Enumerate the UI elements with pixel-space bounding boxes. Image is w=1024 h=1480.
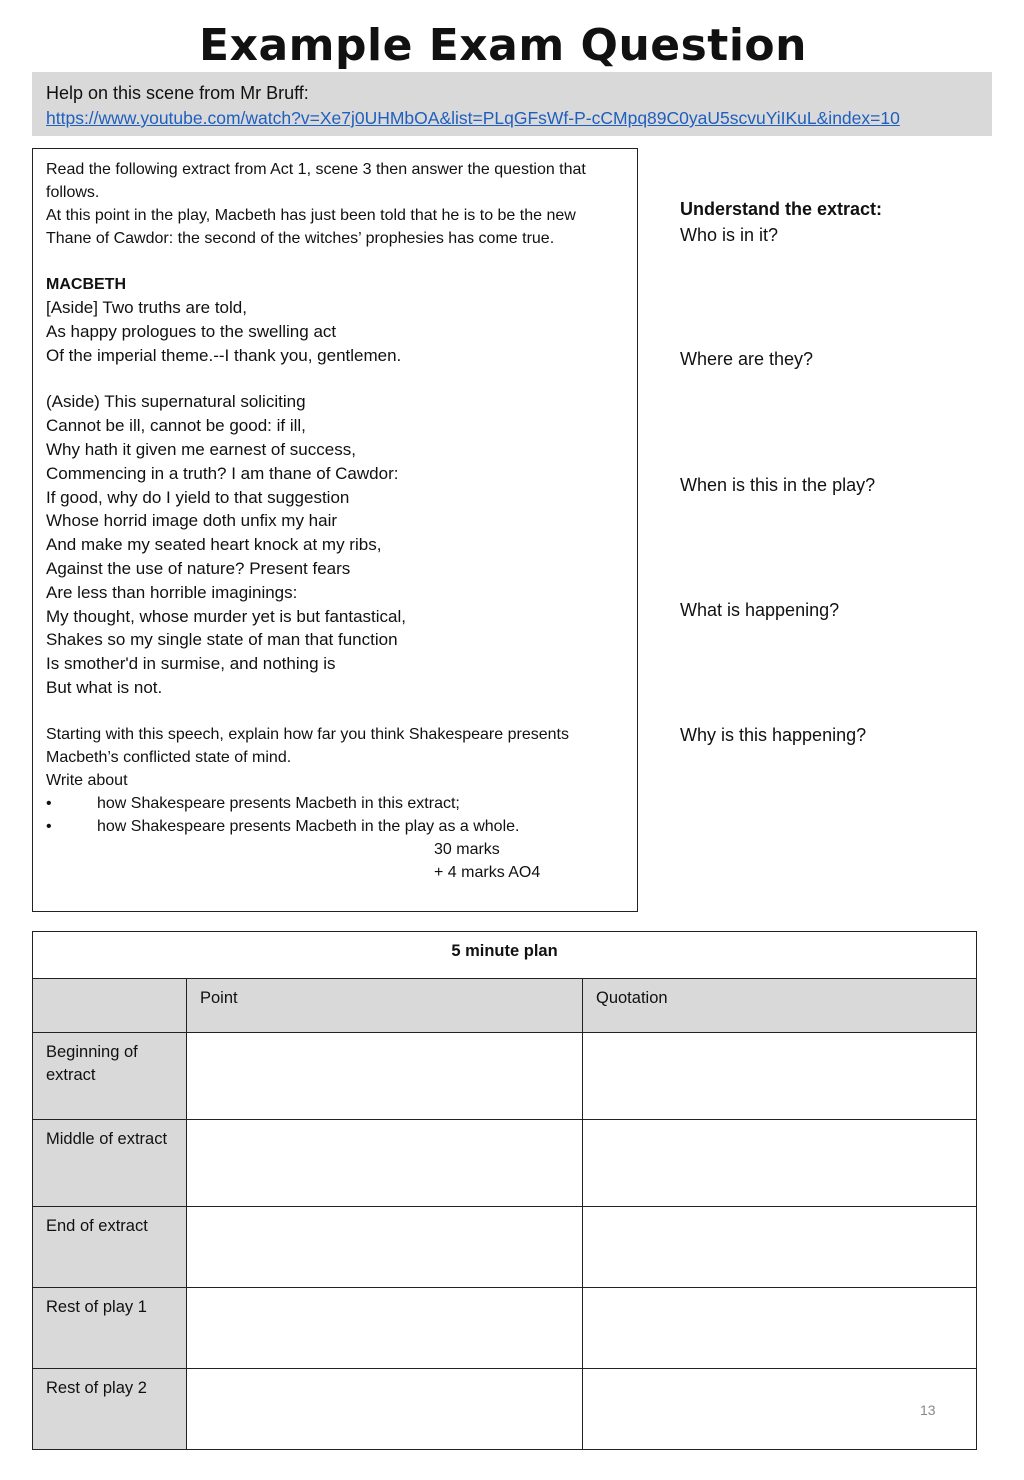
prompt-when: When is this in the play? (680, 475, 876, 495)
verse-stanza-2 (46, 390, 624, 699)
bullet-text: how Shakespeare presents Macbeth in the play as a whole. (97, 817, 520, 835)
table-row (33, 1207, 977, 1288)
write-about-label: Write about (46, 771, 128, 789)
exam-question: Starting with this speech, explain how far you think Shakespeare presents Macbeth’s conflicted state of mind. (46, 725, 569, 766)
table-row (33, 1120, 977, 1207)
help-banner (32, 72, 992, 136)
extract-intro: Read the following extract from Act 1, scene 3 then answer the question that follows. (46, 161, 586, 201)
bullet-item (46, 815, 624, 838)
quotation-cell[interactable] (583, 1033, 977, 1120)
row-label: Rest of play 1 (33, 1288, 187, 1369)
row-label: Middle of extract (33, 1120, 187, 1207)
bullet-icon: • (46, 794, 52, 812)
row-label: Rest of play 2 (33, 1369, 187, 1450)
bullet-item (46, 792, 624, 815)
header-point: Point (187, 979, 583, 1033)
header-cell (33, 979, 187, 1033)
page-title: Example Exam Question (199, 20, 807, 71)
help-text: Help on this scene from Mr Bruff: (46, 83, 309, 103)
page-number: 13 (920, 1402, 936, 1418)
quotation-cell[interactable] (583, 1288, 977, 1369)
point-cell[interactable] (187, 1033, 583, 1120)
verse-line: [Aside] Two truths are told, (46, 298, 247, 317)
plan-header-row (33, 979, 977, 1033)
quotation-cell[interactable] (583, 1207, 977, 1288)
verse-line: Shakes so my single state of man that function (46, 630, 398, 650)
speaker-name: MACBETH (46, 276, 126, 293)
header-quotation: Quotation (583, 979, 977, 1033)
point-cell[interactable] (187, 1369, 583, 1450)
plan-table (32, 931, 977, 1450)
quotation-cell[interactable] (583, 1120, 977, 1207)
verse-line: If good, why do I yield to that suggestion (46, 487, 350, 507)
verse-line: Cannot be ill, cannot be good: if ill, (46, 416, 306, 436)
verse-line: (Aside) This supernatural soliciting (46, 392, 306, 412)
verse-line: My thought, whose murder yet is but fantastical, (46, 606, 407, 626)
prompt-why: Why is this happening? (680, 725, 867, 745)
verse-line: Why hath it given me earnest of success, (46, 439, 356, 459)
table-row (33, 1369, 977, 1450)
table-row (33, 1288, 977, 1369)
verse-stanza-1 (46, 296, 624, 367)
plan-title-row (33, 932, 977, 979)
understand-heading: Understand the extract: (680, 199, 883, 219)
extract-box (32, 148, 638, 912)
point-cell[interactable] (187, 1207, 583, 1288)
point-cell[interactable] (187, 1120, 583, 1207)
prompt-where: Where are they? (680, 349, 814, 369)
bullet-icon: • (46, 817, 52, 835)
prompt-who: Who is in it? (680, 225, 779, 245)
verse-line: Are less than horrible imaginings: (46, 582, 298, 602)
bullet-text: how Shakespeare presents Macbeth in this extract; (97, 794, 460, 812)
verse-line: Commencing in a truth? I am thane of Cawdor: (46, 463, 399, 483)
prompt-what: What is happening? (680, 600, 840, 620)
youtube-link[interactable]: https://www.youtube.com/watch?v=Xe7j0UHMbOA&list=PLqGFsWf-P-cCMpq89C0yaU5scvuYiIKuL&index=10 (46, 108, 900, 128)
plan-title: 5 minute plan (33, 932, 977, 979)
verse-line: And make my seated heart knock at my ribs, (46, 535, 382, 555)
table-row (33, 1033, 977, 1120)
understand-panel (680, 196, 1000, 745)
row-label: Beginning of extract (33, 1033, 187, 1120)
row-label: End of extract (33, 1207, 187, 1288)
verse-line: Is smother'd in surmise, and nothing is (46, 654, 336, 674)
point-cell[interactable] (187, 1288, 583, 1369)
verse-line: As happy prologues to the swelling act (46, 321, 337, 341)
verse-line: But what is not. (46, 677, 163, 697)
extract-context: At this point in the play, Macbeth has just been told that he is to be the new Thane of Cawdor: the second of the witches’ prophesies has come true. (46, 207, 576, 247)
quotation-cell[interactable] (583, 1369, 977, 1450)
verse-line: Of the imperial theme.--I thank you, gentlemen. (46, 345, 402, 365)
verse-line: Whose horrid image doth unfix my hair (46, 511, 338, 531)
marks-ao4: + 4 marks AO4 (434, 863, 541, 881)
marks-total: 30 marks (434, 840, 500, 858)
verse-line: Against the use of nature? Present fears (46, 558, 351, 578)
